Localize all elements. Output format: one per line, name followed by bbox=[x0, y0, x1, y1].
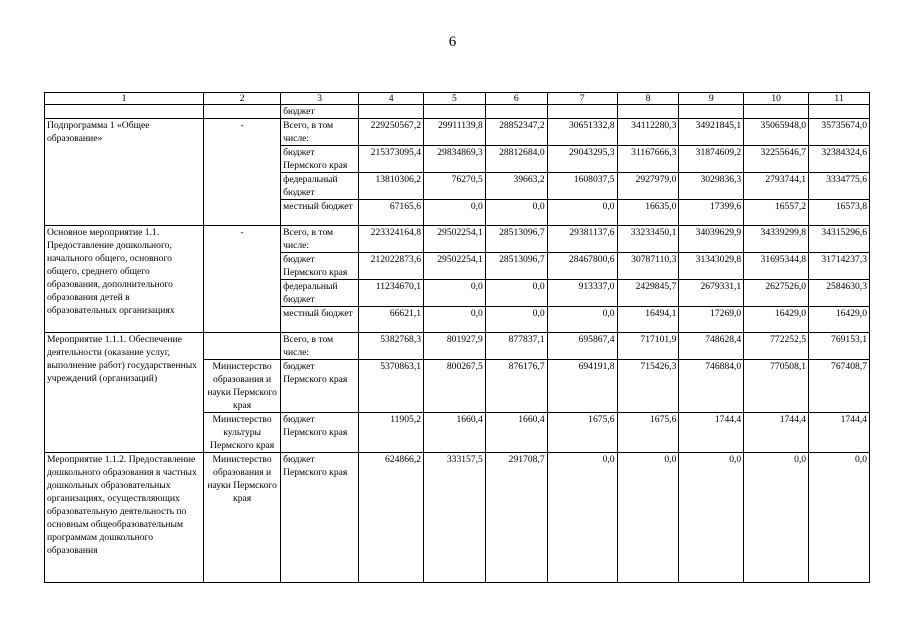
column-number: 3 bbox=[281, 93, 359, 105]
budget-table bbox=[44, 92, 870, 583]
value-cell: 1608037,5 bbox=[547, 173, 617, 200]
value-cell: 16429,0 bbox=[744, 307, 809, 333]
value-cell: 1675,6 bbox=[547, 413, 617, 453]
value-cell: 29911139,8 bbox=[424, 119, 486, 146]
value-cell: 35065948,0 bbox=[744, 119, 809, 146]
value-cell: 34315296,6 bbox=[809, 226, 870, 253]
program-cell bbox=[45, 105, 204, 119]
value-cell: 35735674,0 bbox=[809, 119, 870, 146]
value-cell: 29381137,6 bbox=[547, 226, 617, 253]
source-cell: бюджет Пермского края bbox=[281, 453, 359, 583]
value-cell: 5370863,1 bbox=[359, 360, 424, 413]
value-cell: 0,0 bbox=[744, 453, 809, 583]
value-cell: 229250567,2 bbox=[359, 119, 424, 146]
source-cell: федеральный бюджет bbox=[281, 280, 359, 307]
value-cell: 31714237,3 bbox=[809, 253, 870, 280]
executor-cell: - bbox=[204, 119, 281, 226]
executor-cell bbox=[204, 333, 281, 360]
value-cell: 16573,8 bbox=[809, 200, 870, 226]
value-cell: 1675,6 bbox=[617, 413, 679, 453]
value-cell: 746884,0 bbox=[679, 360, 744, 413]
value-cell: 13810306,2 bbox=[359, 173, 424, 200]
value-cell: 2627526,0 bbox=[744, 280, 809, 307]
source-cell: федеральный бюджет bbox=[281, 173, 359, 200]
column-number: 2 bbox=[204, 93, 281, 105]
value-cell: 31167666,3 bbox=[617, 146, 679, 173]
value-cell: 34039629,9 bbox=[679, 226, 744, 253]
value-cell: 0,0 bbox=[424, 200, 486, 226]
value-cell: 0,0 bbox=[424, 307, 486, 333]
value-cell: 34112280,3 bbox=[617, 119, 679, 146]
source-cell: бюджет Пермского края bbox=[281, 360, 359, 413]
value-cell: 32255646,7 bbox=[744, 146, 809, 173]
value-cell: 801927,9 bbox=[424, 333, 486, 360]
program-name: Мероприятие 1.1.2. Предоставление дошкольного образования в частных дошкольных образовательных организациях, осуществляющих образовательную деятельность по основным общеобразовательным программам дошкольного образования bbox=[45, 453, 204, 583]
source-cell: Всего, в том числе: bbox=[281, 119, 359, 146]
program-name: Основное мероприятие 1.1. Предоставление дошкольного, начального общего, основного общего, среднего общего образования, дополнительного образования детей в образовательных организациях bbox=[45, 226, 204, 333]
program-name: Подпрограмма 1 «Общее образование» bbox=[45, 119, 204, 226]
program-name: Мероприятие 1.1.1. Обеспечение деятельности (оказание услуг, выполнение работ) государственных учреждений (организаций) bbox=[45, 333, 204, 453]
value-cell: 748628,4 bbox=[679, 333, 744, 360]
value-cell: 877837,1 bbox=[485, 333, 547, 360]
value-cell: 31343029,8 bbox=[679, 253, 744, 280]
executor-cell: Министерство образования и науки Пермского края bbox=[204, 360, 281, 413]
value-cell: 0,0 bbox=[485, 307, 547, 333]
value-cell: 17269,0 bbox=[679, 307, 744, 333]
source-cell: бюджет Пермского края bbox=[281, 253, 359, 280]
table-row bbox=[45, 105, 870, 119]
page-number: 6 bbox=[448, 34, 457, 50]
value-cell: 29834869,3 bbox=[424, 146, 486, 173]
value-cell: 769153,1 bbox=[809, 333, 870, 360]
value-cell: 694191,8 bbox=[547, 360, 617, 413]
value-cell: 66621,1 bbox=[359, 307, 424, 333]
value-cell: 29502254,1 bbox=[424, 253, 486, 280]
value-cell: 223324164,8 bbox=[359, 226, 424, 253]
value-cell: 2927979,0 bbox=[617, 173, 679, 200]
value-cell: 29043295,3 bbox=[547, 146, 617, 173]
value-cell: 28852347,2 bbox=[485, 119, 547, 146]
value-cell: 3029836,3 bbox=[679, 173, 744, 200]
value-cell: 28467800,6 bbox=[547, 253, 617, 280]
column-number: 7 bbox=[547, 93, 617, 105]
source-cell: Всего, в том числе: bbox=[281, 333, 359, 360]
value-cell: 876176,7 bbox=[485, 360, 547, 413]
source-cell: бюджет Пермского края bbox=[281, 413, 359, 453]
value-cell: 28513096,7 bbox=[485, 253, 547, 280]
executor-cell: Министерство образования и науки Пермского края bbox=[204, 453, 281, 583]
value-cell: 3334775,6 bbox=[809, 173, 870, 200]
value-cell: 0,0 bbox=[547, 200, 617, 226]
value-cell: 16494,1 bbox=[617, 307, 679, 333]
value-cell: 767408,7 bbox=[809, 360, 870, 413]
value-cell: 1660,4 bbox=[485, 413, 547, 453]
executor-cell bbox=[204, 105, 281, 119]
value-cell: 11234670,1 bbox=[359, 280, 424, 307]
table-row bbox=[45, 453, 870, 583]
value-cell: 0,0 bbox=[547, 307, 617, 333]
column-number: 1 bbox=[45, 93, 204, 105]
value-cell: 34921845,1 bbox=[679, 119, 744, 146]
value-cell: 1744,4 bbox=[809, 413, 870, 453]
value-cell: 2429845,7 bbox=[617, 280, 679, 307]
source-cell: местный бюджет bbox=[281, 200, 359, 226]
value-cell: 2679331,1 bbox=[679, 280, 744, 307]
column-number: 8 bbox=[617, 93, 679, 105]
value-cell: 0,0 bbox=[617, 453, 679, 583]
source-cell: бюджет Пермского края bbox=[281, 146, 359, 173]
source-cell: местный бюджет bbox=[281, 307, 359, 333]
value-cell: 30651332,8 bbox=[547, 119, 617, 146]
column-number: 11 bbox=[809, 93, 870, 105]
value-cell: 29502254,1 bbox=[424, 226, 486, 253]
value-cell: 800267,5 bbox=[424, 360, 486, 413]
value-cell: 0,0 bbox=[424, 280, 486, 307]
column-number-row bbox=[45, 93, 870, 105]
table-row bbox=[45, 226, 870, 253]
value-cell: 30787110,3 bbox=[617, 253, 679, 280]
column-number: 5 bbox=[424, 93, 486, 105]
executor-cell: - bbox=[204, 226, 281, 333]
column-number: 6 bbox=[485, 93, 547, 105]
value-cell: 772252,5 bbox=[744, 333, 809, 360]
value-cell: 31874609,2 bbox=[679, 146, 744, 173]
column-number: 10 bbox=[744, 93, 809, 105]
value-cell: 67165,6 bbox=[359, 200, 424, 226]
table-row bbox=[45, 119, 870, 146]
source-cell: Всего, в том числе: bbox=[281, 226, 359, 253]
value-cell: 33233450,1 bbox=[617, 226, 679, 253]
value-cell: 2584630,3 bbox=[809, 280, 870, 307]
value-cell: 16557,2 bbox=[744, 200, 809, 226]
executor-cell: Министерство культуры Пермского края bbox=[204, 413, 281, 453]
value-cell: 695867,4 bbox=[547, 333, 617, 360]
value-cell: 0,0 bbox=[485, 280, 547, 307]
column-number: 9 bbox=[679, 93, 744, 105]
value-cell: 0,0 bbox=[547, 453, 617, 583]
column-number: 4 bbox=[359, 93, 424, 105]
table-row bbox=[45, 333, 870, 360]
value-cell: 212022873,6 bbox=[359, 253, 424, 280]
value-cell: 2793744,1 bbox=[744, 173, 809, 200]
value-cell: 28812684,0 bbox=[485, 146, 547, 173]
value-cell: 0,0 bbox=[679, 453, 744, 583]
value-cell: 291708,7 bbox=[485, 453, 547, 583]
value-cell: 333157,5 bbox=[424, 453, 486, 583]
value-cell: 0,0 bbox=[809, 453, 870, 583]
value-cell: 717101,9 bbox=[617, 333, 679, 360]
source-cell: бюджет bbox=[281, 105, 359, 119]
value-cell: 770508,1 bbox=[744, 360, 809, 413]
value-cell: 16635,0 bbox=[617, 200, 679, 226]
value-cell: 715426,3 bbox=[617, 360, 679, 413]
value-cell: 5382768,3 bbox=[359, 333, 424, 360]
value-cell: 1744,4 bbox=[679, 413, 744, 453]
value-cell: 34339299,8 bbox=[744, 226, 809, 253]
value-cell: 16429,0 bbox=[809, 307, 870, 333]
value-cell: 11905,2 bbox=[359, 413, 424, 453]
value-cell: 913337,0 bbox=[547, 280, 617, 307]
value-cell: 32384324,6 bbox=[809, 146, 870, 173]
value-cell: 31695344,8 bbox=[744, 253, 809, 280]
value-cell: 0,0 bbox=[485, 200, 547, 226]
value-cell: 76270,5 bbox=[424, 173, 486, 200]
value-cell: 1744,4 bbox=[744, 413, 809, 453]
value-cell: 28513096,7 bbox=[485, 226, 547, 253]
value-cell: 1660,4 bbox=[424, 413, 486, 453]
value-cell: 17399,6 bbox=[679, 200, 744, 226]
value-cell: 215373095,4 bbox=[359, 146, 424, 173]
value-cell: 624866,2 bbox=[359, 453, 424, 583]
value-cell: 39663,2 bbox=[485, 173, 547, 200]
